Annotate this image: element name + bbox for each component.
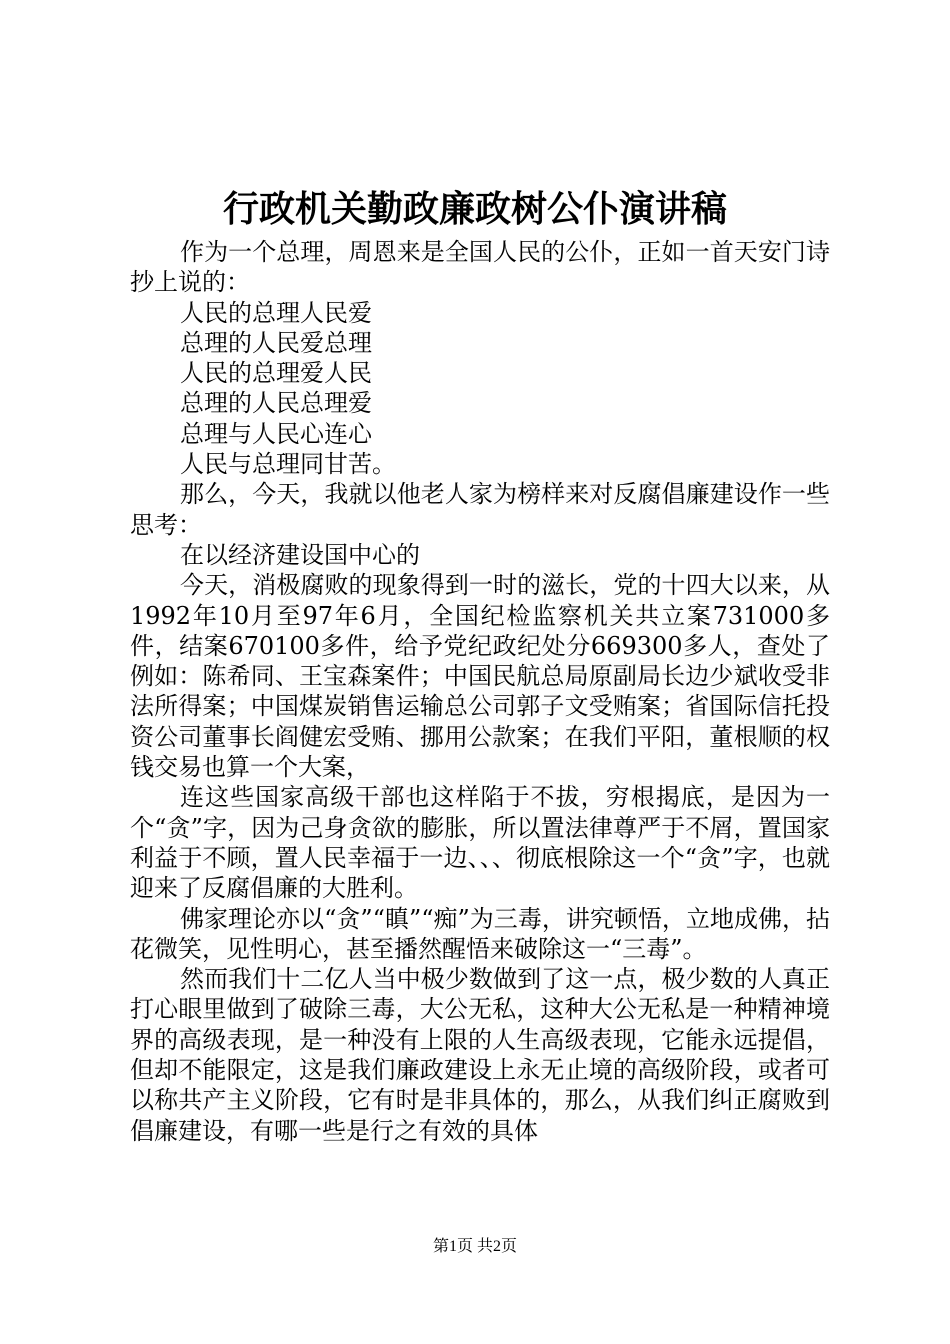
poem-line: 人民与总理同甘苦。 [180,450,396,479]
body-paragraph: 佛家理论亦以“贪”“瞋”“痴”为三毒，讲究顿悟，立地成佛，拈花微笑，见性明心，甚至播然醒悟来破除这一“三毒”。 [130,904,830,963]
body-paragraph: 在以经济建设国中心的 [180,540,420,569]
poem-line: 人民的总理爱人民 [180,359,372,388]
poem-line: 人民的总理人民爱 [180,298,372,327]
body-paragraph: 然而我们十二亿人当中极少数做到了这一点，极少数的人真正打心眼里做到了破除三毒，大公无私，这种大公无私是一种精神境界的高级表现，是一种没有上限的人生高级表现，它能永远提倡，但却不能限定，这是我们廉政建设上永无止境的高级阶段，或者可以称共产主义阶段，它有时是非具体的，那么，从我们纠正腐败到倡廉建设，有哪一些是行之有效的具体 [130,965,830,1145]
document-title: 行政机关勤政廉政树公仆演讲稿 [222,188,727,230]
document-body [130,237,830,1146]
poem-line: 总理与人民心连心 [180,419,372,448]
body-paragraph: 那么，今天，我就以他老人家为榜样来对反腐倡廉建设作一些思考： [130,480,830,539]
poem-line: 总理的人民总理爱 [180,389,372,418]
body-paragraph: 今天，消极腐败的现象得到一时的滋长，党的十四大以来，从1992年10月至97年6月，全国纪检监察机关共立案731000多件，结案670100多件，给予党纪政纪处分669300多人，查处了例如：陈希同、王宝森案件；中国民航总局原副局长边少斌收受非法所得案；中国煤炭销售运输总公司郭子文受贿案；省国际信托投资公司董事长阎健宏受贿、挪用公款案；在我们平阳，董根顺的权钱交易也算一个大案， [130,571,830,782]
intro-paragraph: 作为一个总理，周恩来是全国人民的公仆，正如一首天安门诗抄上说的： [130,238,830,297]
page-footer: 第1页 共2页 [432,1238,517,1255]
poem-block [130,298,830,480]
poem-line: 总理的人民爱总理 [180,328,372,357]
body-paragraph: 连这些国家高级干部也这样陷于不拔，穷根揭底，是因为一个“贪”字，因为己身贪欲的膨胀，所以置法律尊严于不屑，置国家利益于不顾，置人民幸福于一边、、、彻底根除这一个“贪”字，也就迎来了反腐倡廉的大胜利。 [130,783,830,903]
